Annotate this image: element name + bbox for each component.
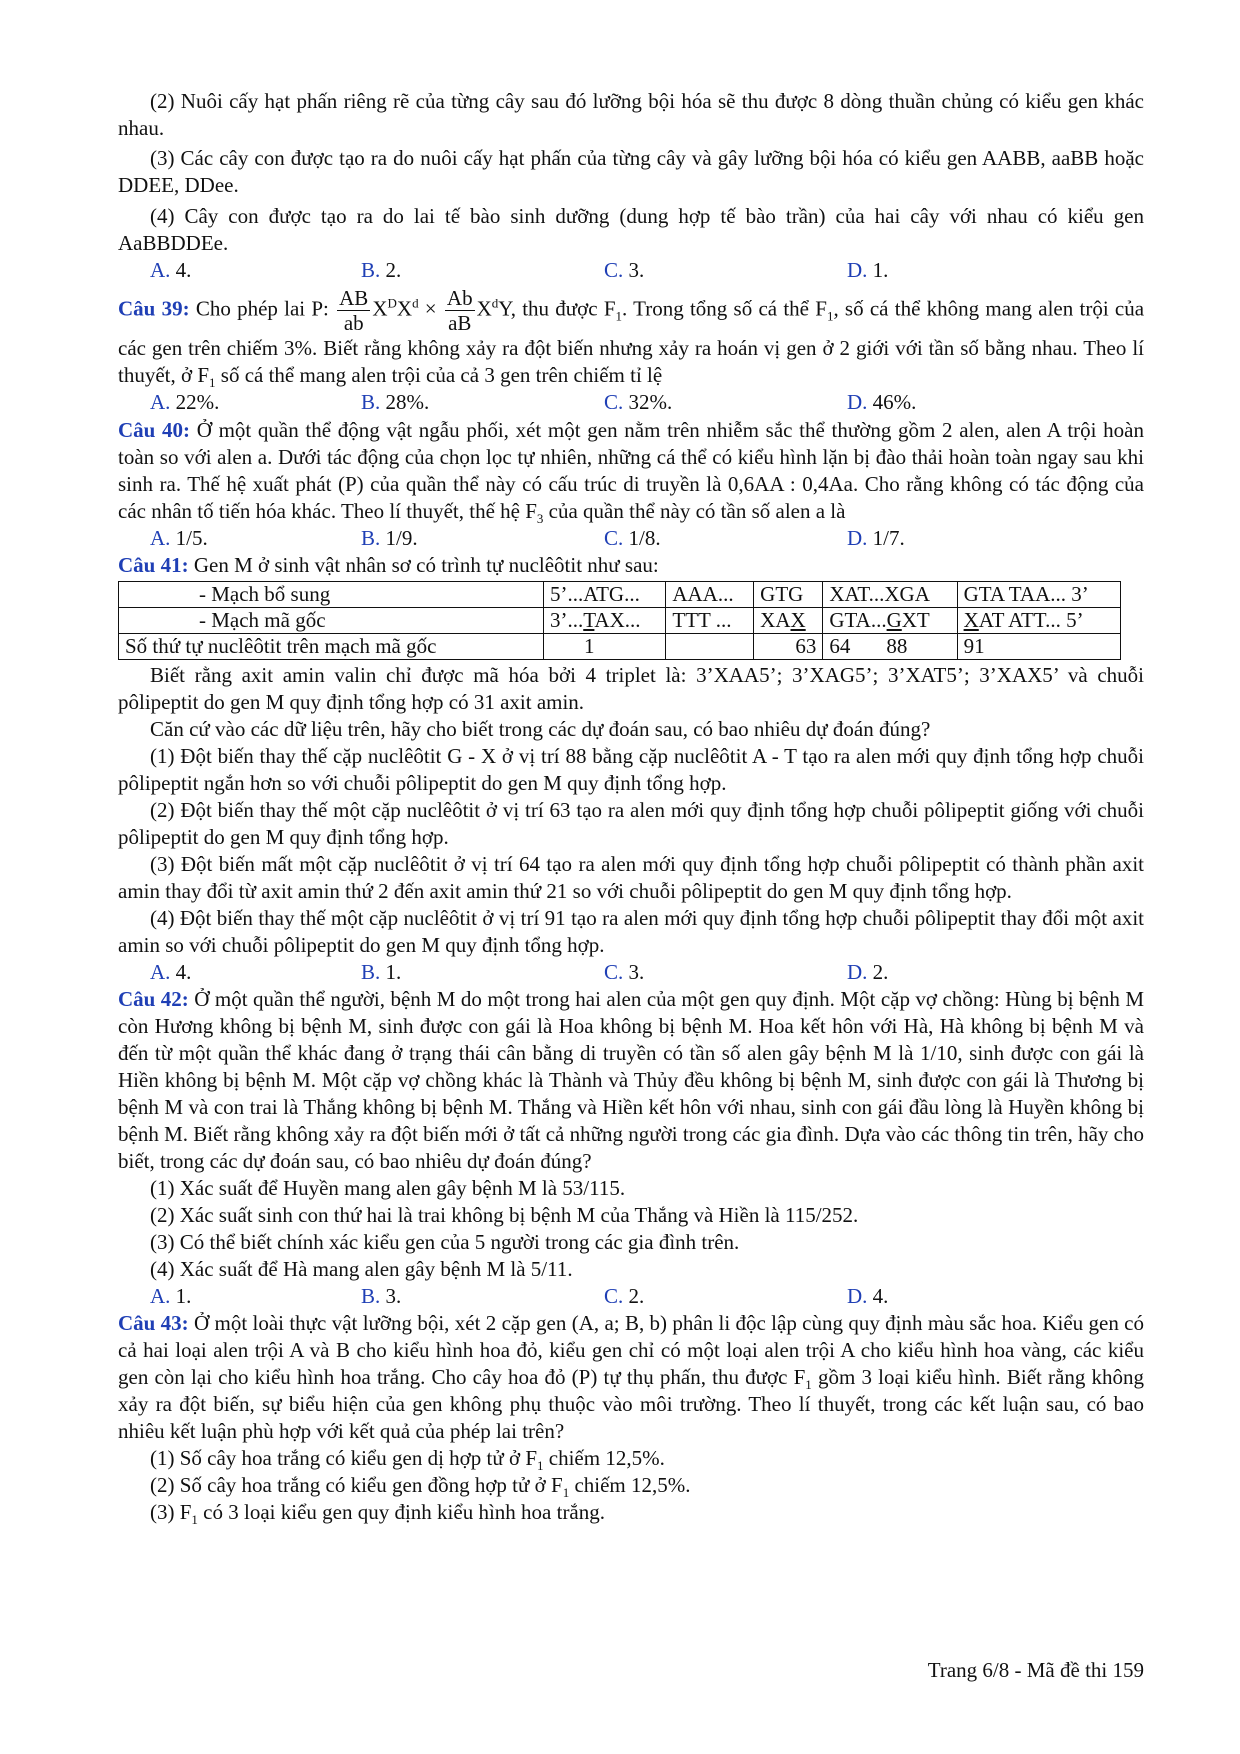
statement-4: (4) Cây con được tạo ra do lai tế bào sinh dưỡng (dung hợp tế bào trần) của hai cây với nhau có kiểu gen AaBBDDEe.	[118, 204, 1144, 255]
statement-1: (1) Đột biến thay thế cặp nuclêôtit G - X ở vị trí 88 bằng cặp nuclêôtit A - T tạo ra alen mới quy định tổng hợp chuỗi pôlipeptit ngắn hơn so với chuỗi pôlipeptit do gen M quy định tổng hợp.	[118, 744, 1144, 795]
option-a[interactable]: A. 4.	[150, 960, 192, 984]
option-b[interactable]: B. 3.	[361, 1284, 402, 1308]
option-c[interactable]: C. 3.	[604, 258, 645, 282]
statement-4: (4) Đột biến thay thế một cặp nuclêôtit ở vị trí 91 tạo ra alen mới quy định tổng hợp chuỗi pôlipeptit thay đổi một axit amin so với chuỗi pôlipeptit do gen M quy định tổng hợp.	[118, 906, 1144, 957]
question-label: Câu 43:	[118, 1311, 189, 1335]
page-footer: Trang 6/8 - Mã đề thi 159	[927, 1658, 1144, 1682]
option-d[interactable]: D. 2.	[847, 960, 889, 984]
table-cell: TTT ...	[666, 608, 754, 634]
option-d[interactable]: D. 1.	[847, 258, 889, 282]
question-42: Câu 42: Ở một quần thể người, bệnh M do một trong hai alen của một gen quy định. Một cặp vợ chồng: Hùng bị bệnh M còn Hương không bị bệnh M, sinh được con gái là Hoa không bị bệnh M. Hoa kết hôn với Hà, Hà không bị bệnh M và đến từ một quần thể khác đang ở trạng thái cân bằng di truyền có tần số alen gây bệnh M là 1/10, sinh được con gái là Hiền không bị bệnh M. Một cặp vợ chồng khác là Thành và Thủy đều không bị bệnh M, sinh được con gái là Thương bị bệnh M và con trai là Thắng không bị bệnh M. Thắng và Hiền kết hôn với nhau, sinh con gái đầu lòng là Huyền không bị bệnh M. Biết rằng không xảy ra đột biến mới ở tất cả những người trong các gia đình. Dựa vào các thông tin trên, hãy cho biết, trong các dự đoán sau, có bao nhiêu dự đoán đúng?	[118, 987, 1145, 1173]
option-a[interactable]: A. 1/5.	[150, 526, 208, 550]
question-label: Câu 41:	[118, 553, 189, 577]
option-d[interactable]: D. 4.	[847, 1284, 889, 1308]
table-cell: XAT...XGA	[823, 582, 957, 608]
option-b[interactable]: B. 1/9.	[361, 526, 418, 550]
table-cell: 1	[544, 634, 666, 660]
sequence-table	[118, 581, 1121, 660]
table-cell	[666, 634, 754, 660]
exam-page	[118, 88, 1144, 1526]
table-cell: GTG	[754, 582, 823, 608]
table-cell: 91	[957, 634, 1120, 660]
question-label: Câu 39:	[118, 296, 190, 321]
option-d[interactable]: D. 46%.	[847, 390, 917, 414]
table-row	[119, 634, 1121, 660]
answer-options-38	[118, 257, 1144, 284]
option-d[interactable]: D. 1/7.	[847, 526, 905, 550]
table-cell: - Mạch mã gốc	[119, 608, 544, 634]
answer-options-41	[118, 959, 1144, 986]
option-a[interactable]: A. 1.	[150, 1284, 192, 1308]
table-cell: 64 88	[823, 634, 957, 660]
genotype-fraction-2: $\frac{Ab}{aB}$	[446, 286, 473, 335]
option-c[interactable]: C. 1/8.	[604, 526, 661, 550]
table-cell: XAT ATT... 5’	[957, 608, 1120, 634]
table-cell: 63	[754, 634, 823, 660]
table-row	[119, 608, 1121, 634]
table-cell: - Mạch bổ sung	[119, 582, 544, 608]
option-a[interactable]: A. 4.	[150, 258, 192, 282]
statement-1: (1) Xác suất để Huyền mang alen gây bệnh M là 53/115.	[150, 1176, 626, 1200]
table-cell: 5’...ATG...	[544, 582, 666, 608]
option-b[interactable]: B. 28%.	[361, 390, 430, 414]
option-a[interactable]: A. 22%.	[150, 390, 220, 414]
table-cell: GTA TAA... 3’	[957, 582, 1120, 608]
option-c[interactable]: C. 3.	[604, 960, 645, 984]
answer-options-42	[118, 1283, 1144, 1310]
statement-2: (2) Nuôi cấy hạt phấn riêng rẽ của từng cây sau đó lưỡng bội hóa sẽ thu được 8 dòng thuần chủng có kiểu gen khác nhau.	[118, 89, 1144, 140]
paragraph: Căn cứ vào các dữ liệu trên, hãy cho biết trong các dự đoán sau, có bao nhiêu dự đoán đúng?	[150, 717, 931, 741]
question-label: Câu 42:	[118, 987, 189, 1011]
table-cell: 3’...TAX...	[544, 608, 666, 634]
table-cell: AAA...	[666, 582, 754, 608]
option-c[interactable]: C. 32%.	[604, 390, 673, 414]
table-row	[119, 582, 1121, 608]
question-40: Câu 40: Ở một quần thể động vật ngẫu phối, xét một gen nằm trên nhiễm sắc thể thường gồm 2 alen, alen A trội hoàn toàn so với alen a. Dưới tác động của chọn lọc tự nhiên, những cá thể có kiểu hình lặn bị đào thải hoàn toàn ngay sau khi sinh ra. Thế hệ xuất phát (P) của quần thể này có cấu trúc di truyền là 0,6AA : 0,4Aa. Cho rằng không có tác động của các nhân tố tiến hóa khác. Theo lí thuyết, thế hệ $F_3$ của quần thể này có tần số alen a là	[118, 418, 1144, 527]
question-41: Câu 41: Gen M ở sinh vật nhân sơ có trình tự nuclêôtit như sau:	[118, 553, 659, 577]
answer-options-39	[118, 389, 1144, 416]
paragraph: Biết rằng axit amin valin chỉ được mã hóa bởi 4 triplet là: 3’XAA5’; 3’XAG5’; 3’XAT5’; 3’XAX5’ và chuỗi pôlipeptit do gen M quy định tổng hợp có 31 axit amin.	[118, 663, 1144, 714]
question-43: Câu 43: Ở một loài thực vật lưỡng bội, xét 2 cặp gen (A, a; B, b) phân li độc lập cùng quy định màu sắc hoa. Kiểu gen có cả hai loại alen trội A và B cho kiểu hình hoa đỏ, kiểu gen chỉ có một loại alen trội A cho kiểu hình hoa vàng, các kiểu gen còn lại cho kiểu hình hoa trắng. Cho cây hoa đỏ (P) tự thụ phấn, thu được $F_1$ gồm 3 loại kiểu hình. Biết rằng không xảy ra đột biến, sự biểu hiện của gen không phụ thuộc vào môi trường. Theo lí thuyết, trong các kết luận sau, có bao nhiêu kết luận phù hợp với kết quả của phép lai trên?	[118, 1311, 1145, 1443]
statement-1: (1) Số cây hoa trắng có kiểu gen dị hợp tử ở $F_1$ chiếm 12,5%.	[150, 1446, 665, 1474]
statement-2: (2) Số cây hoa trắng có kiểu gen đồng hợp tử ở $F_1$ chiếm 12,5%.	[150, 1473, 691, 1501]
table-cell: Số thứ tự nuclêôtit trên mạch mã gốc	[119, 634, 544, 660]
option-b[interactable]: B. 1.	[361, 960, 402, 984]
statement-3: (3) $F_1$ có 3 loại kiểu gen quy định kiểu hình hoa trắng.	[150, 1500, 606, 1528]
table-cell: GTA...GXT	[823, 608, 957, 634]
statement-2: (2) Xác suất sinh con thứ hai là trai không bị bệnh M của Thắng và Hiền là 115/252.	[150, 1203, 859, 1227]
statement-3: (3) Các cây con được tạo ra do nuôi cấy hạt phấn của từng cây và gây lưỡng bội hóa có kiểu gen AABB, aaBB hoặc DDEE, DDee.	[118, 146, 1144, 197]
option-b[interactable]: B. 2.	[361, 258, 402, 282]
statement-2: (2) Đột biến thay thế một cặp nuclêôtit ở vị trí 63 tạo ra alen mới quy định tổng hợp chuỗi pôlipeptit giống với chuỗi pôlipeptit do gen M quy định tổng hợp.	[118, 798, 1144, 849]
question-39: Câu 39: Cho phép lai P: $\frac{AB}{ab}$ $X^DX^d$ × $\frac{Ab}{aB}$ $X^dY$, thu được $F_1$. Trong tổng số cá thể $F_1$, số cá thể không mang alen trội của các gen trên chiếm 3%. Biết rằng không xảy ra đột biến nhưng xảy ra hoán vị gen ở 2 giới với tần số bằng nhau. Theo lí thuyết, ở $F_1$ số cá thể mang alen trội của cả 3 gen trên chiếm tỉ lệ	[118, 286, 1145, 391]
statement-3: (3) Đột biến mất một cặp nuclêôtit ở vị trí 64 tạo ra alen mới quy định tổng hợp chuỗi pôlipeptit có thành phần axit amin thay đổi từ axit amin thứ 2 đến axit amin thứ 21 so với chuỗi pôlipeptit do gen M quy định tổng hợp.	[118, 852, 1144, 903]
question-label: Câu 40:	[118, 418, 191, 442]
table-cell: XAX	[754, 608, 823, 634]
statement-3: (3) Có thể biết chính xác kiểu gen của 5 người trong các gia đình trên.	[150, 1230, 740, 1254]
answer-options-40	[118, 525, 1144, 552]
statement-4: (4) Xác suất để Hà mang alen gây bệnh M là 5/11.	[150, 1257, 573, 1281]
option-c[interactable]: C. 2.	[604, 1284, 645, 1308]
genotype-fraction-1: $\frac{AB}{ab}$	[339, 286, 369, 335]
